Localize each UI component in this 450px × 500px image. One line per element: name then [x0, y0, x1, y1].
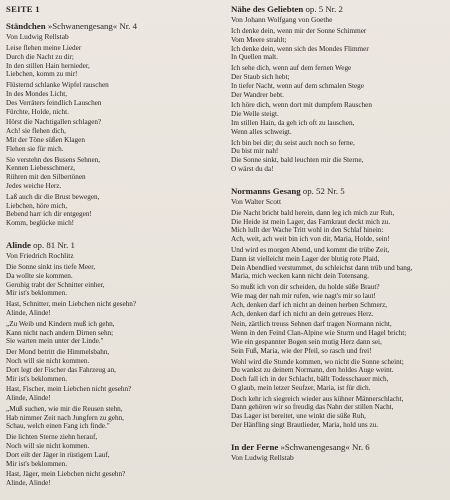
stanza — [6, 320, 212, 346]
stanza — [231, 101, 445, 136]
lyric-line: Des Verräters feindlich Lauschen — [6, 98, 102, 107]
lyric-line: Kennen Liebesschmerz, — [6, 164, 76, 173]
lyric-line: Sein Fuß, Maria, wie der Pfeil, so rasch und frei! — [231, 346, 372, 355]
song-opus: op. 5 Nr. 2 — [305, 4, 343, 14]
lyric-line: Mich lullt der Wache Tritt wohl in den Schlaf hinein: — [231, 226, 384, 235]
lyric-line: In des Mondes Licht, — [6, 89, 68, 98]
lyric-line: Die lichten Sterne ziehn herauf, — [6, 433, 98, 442]
lyric-line: Laß auch dir die Brust bewegen, — [6, 192, 100, 201]
stanza — [231, 27, 445, 62]
lyric-line: Die Sonne sinkt, bald leuchten mir die Sterne, — [231, 156, 364, 165]
song-author: Von Johann Wolfgang von Goethe — [231, 15, 333, 24]
lyric-line: Sie verstehn des Busens Sehnen, — [6, 155, 101, 164]
stanza — [6, 470, 212, 488]
lyric-line: Noch will sie nicht kommen. — [6, 356, 90, 365]
lyric-line: Maria, mich wecken kann nicht dein Totensang. — [231, 272, 369, 281]
side-label: SEITE 1 — [6, 4, 40, 14]
stanza — [231, 395, 445, 430]
lyric-line: O glaub, mein letzer Seufzer, Maria, ist für dich. — [231, 383, 371, 392]
lyric-line: Dann ist vielleicht mein Lager der blutig rote Plaid, — [231, 254, 380, 263]
lyric-line: Mir ist's beklommen. — [6, 289, 67, 298]
lyric-line: Jedes weiche Herz. — [6, 181, 62, 190]
lyric-line: Alinde, Alinde! — [6, 479, 51, 488]
lyric-line: Mir ist's beklommen. — [6, 459, 67, 468]
stanza — [6, 433, 212, 468]
lyric-line: Leise flehen meine Lieder — [6, 44, 82, 52]
lyric-line: Hast, Schnitter, mein Liebchen nicht gesehn? — [6, 300, 137, 309]
song-author: Von Walter Scott — [231, 196, 282, 206]
song-author: Von Friedrich Rochlitz — [6, 250, 74, 260]
lyric-line: Mir ist's beklommen. — [6, 374, 67, 383]
stanza — [6, 405, 212, 431]
song-title-text: Ständchen — [6, 21, 46, 31]
lyric-line: Hörst die Nachtigallen schlagen? — [6, 118, 102, 127]
lyric-line: Im stillen Hain, da geh ich oft zu lauschen, — [231, 118, 355, 127]
lyric-line: Ach, denken darf ich nicht an dein getreues Herz. — [231, 309, 374, 318]
song-block — [231, 4, 445, 174]
right-songs — [231, 4, 445, 463]
lyric-line: Die Welle steigt. — [231, 110, 279, 119]
lyric-line: Wie mag der nah mir rufen, wie nagt's mir so laut! — [231, 291, 376, 300]
stanza — [6, 44, 212, 79]
lyric-line: Das Lager ist bereitet, une winkt die süße Ruh, — [231, 412, 366, 421]
lyric-line: Flüsternd schlanke Wipfel rauschen — [6, 81, 109, 90]
song-title-text: Alinde — [6, 239, 31, 250]
lyric-line: Hast, Jäger, mein Liebchen nicht gesehn? — [6, 470, 126, 479]
song-title-text: In der Ferne — [231, 441, 279, 452]
lyric-line: Die Sonne sinkt ins tiefe Meer, — [6, 262, 96, 271]
song-title — [6, 240, 212, 251]
lyric-line: Rühren mit den Silbertönen — [6, 173, 86, 182]
stanza — [231, 358, 445, 393]
lyric-line: Dort legt der Fischer das Fahrzeug an, — [6, 365, 116, 374]
stanza — [6, 81, 212, 116]
stanza — [6, 156, 212, 191]
lyric-line: Ich bin bei dir; du seist auch noch so ferne, — [231, 138, 355, 147]
stanza — [231, 64, 445, 99]
lyric-line: Ich sehe dich, wenn auf dem fernen Wege — [231, 64, 352, 73]
song-opus: »Schwanengesang« Nr. 4 — [47, 21, 137, 31]
song-title — [231, 442, 445, 453]
lyric-line: Noch will sie nicht kommen. — [6, 442, 90, 451]
lyric-line: Bebend harr ich dir entgegen! — [6, 210, 92, 219]
lyric-line: Der Mond betritt die Himmelsbahn, — [6, 348, 110, 357]
lyric-line: Liebchen, komm zu mir! — [6, 70, 78, 79]
lyric-line: Durch die Nacht zu dir; — [6, 52, 74, 61]
lyric-line: Ach, weit, ach weit bin ich von dir, Maria, Holde, sein! — [231, 235, 390, 244]
lyric-line: Ach, denken darf ich nicht an deinen herben Schmerz, — [231, 300, 388, 309]
lyric-line: Ich denke dein, wenn sich des Mondes Flimmer — [231, 44, 369, 53]
lyric-line: Liebchen, höre mich, — [6, 201, 68, 210]
stanza — [231, 209, 445, 244]
song-title — [231, 4, 445, 15]
song-author: Von Ludwig Rellstab — [6, 32, 69, 41]
stanza — [231, 139, 445, 174]
lyric-line: Flehen sie für mich. — [6, 144, 64, 153]
lyric-line: In Quellen malt. — [231, 53, 278, 62]
lyric-line: Schau, welch einen Fang ich finde." — [6, 422, 110, 431]
stanza — [6, 263, 212, 298]
song-opus: op. 52 Nr. 5 — [302, 185, 345, 196]
lyric-line: Der Wandrer bebt. — [231, 90, 284, 99]
lyric-line: Ach! sie flehen dich, — [6, 127, 66, 136]
lyric-line: Der Hänfling singt Brautlieder, Maria, hold uns zu. — [231, 421, 379, 430]
lyric-line: Ich höre dich, wenn dort mit dumpfem Rauschen — [231, 101, 372, 110]
stanza — [6, 193, 212, 228]
lyric-line: „Zu Weib und Kindern muß ich gehn, — [6, 319, 115, 328]
lyric-line: Die Heide ist mein Lager, das Farnkraut deckt mich zu. — [231, 217, 391, 226]
lyric-line: Alinde, Alinde! — [6, 308, 51, 317]
lyric-line: Komm, beglücke mich! — [6, 219, 75, 228]
lyric-line: Geruhig trabt der Schnitter einher, — [6, 280, 105, 289]
song-block — [231, 442, 445, 463]
lyric-line: In tiefer Nacht, wenn auf dem schmalen Stege — [231, 81, 364, 90]
lyric-line: Doch fall ich in der Schlacht, bällt Todesschauer mich, — [231, 375, 389, 384]
lyric-line: Doch kehr ich siegreich wieder aus kühner Männerschlacht, — [231, 394, 404, 403]
lyric-line: In den stillen Hain hernieder, — [6, 61, 90, 70]
stanza — [231, 283, 445, 318]
song-title — [231, 186, 445, 197]
lyric-line: Fürchte, Holde, nicht. — [6, 107, 69, 116]
song-block — [6, 240, 212, 488]
stanza — [231, 320, 445, 355]
right-column — [231, 4, 445, 475]
lyric-line: Sie warten mein unter der Linde." — [6, 337, 104, 346]
song-author: Von Ludwig Rellstab — [231, 452, 294, 462]
song-opus: »Schwanengesang« Nr. 6 — [280, 441, 370, 452]
left-column — [6, 4, 212, 500]
lyric-line: Wenn alles schweigt. — [231, 127, 292, 136]
lyric-line: Alinde, Alinde! — [6, 394, 51, 403]
stanza — [6, 385, 212, 403]
song-opus: op. 81 Nr. 1 — [33, 239, 75, 250]
lyric-line: Nein, zärtlich treuss Sehnen darf tragen Normann nicht, — [231, 320, 392, 329]
lyric-line: Und wird es morgen Abend, und kommt die trübe Zeit, — [231, 245, 390, 254]
lyric-line: Wohl wird die Stunde kommen, wo nicht die Sonne scheint; — [231, 357, 404, 366]
lyric-line: Wenn in den Feind Clan-Alpine wie Sturm und Hagel bricht; — [231, 329, 407, 338]
stanza — [6, 300, 212, 318]
song-title-text: Normanns Gesang — [231, 185, 301, 196]
lyric-line: Dort eilt der Jäger in rüstigem Lauf, — [6, 450, 110, 459]
song-title-text: Nähe des Geliebten — [231, 4, 304, 14]
lyric-line: Hast, Fischer, mein Liebchen nicht gesehn? — [6, 385, 132, 394]
lyric-line: Vom Meere strahlt; — [231, 35, 287, 44]
left-songs — [6, 21, 212, 488]
lyric-line: Mit der Töne süßen Klagen — [6, 135, 85, 144]
song-title — [6, 21, 212, 32]
song-block — [6, 21, 212, 228]
lyric-line: O wärst du da! — [231, 164, 274, 173]
lyric-line: Hab nimmer Zeit nach Jungfern zu gehn, — [6, 413, 124, 422]
lyric-line: Ich denke dein, wenn mir der Sonne Schimmer — [231, 27, 367, 35]
song-block — [231, 186, 445, 430]
lyric-line: Du wankst zu deinem Normann, den holdes Auge weint. — [231, 366, 394, 375]
lyric-line: So mußt ich von dir scheiden, du holde süße Braut? — [231, 283, 380, 292]
lyric-line: Dann gehören wir so freudig das Nahn der stillen Nacht, — [231, 403, 394, 412]
lyric-line: Da wollte sie kommen. — [6, 271, 73, 280]
lyric-line: Du bist mir nah! — [231, 147, 279, 156]
lyric-line: Der Staub sich hebt; — [231, 72, 290, 81]
lyric-line: Dein Abendlied verstummet, du schleichst dann trüb und bang, — [231, 263, 413, 272]
lyric-line: Wie ein gespannter Bogen sein mutig Herz dann sei, — [231, 337, 382, 346]
lyric-line: Die Nacht bricht bald herein, dann leg ich mich zur Ruh, — [231, 208, 395, 217]
stanza — [6, 348, 212, 383]
stanza — [231, 246, 445, 281]
lyric-line: „Muß suchen, wie mir die Reusen stehn, — [6, 404, 123, 413]
stanza — [6, 118, 212, 153]
lyric-line: Kann nicht nach andern Dirnen sehn; — [6, 328, 114, 337]
